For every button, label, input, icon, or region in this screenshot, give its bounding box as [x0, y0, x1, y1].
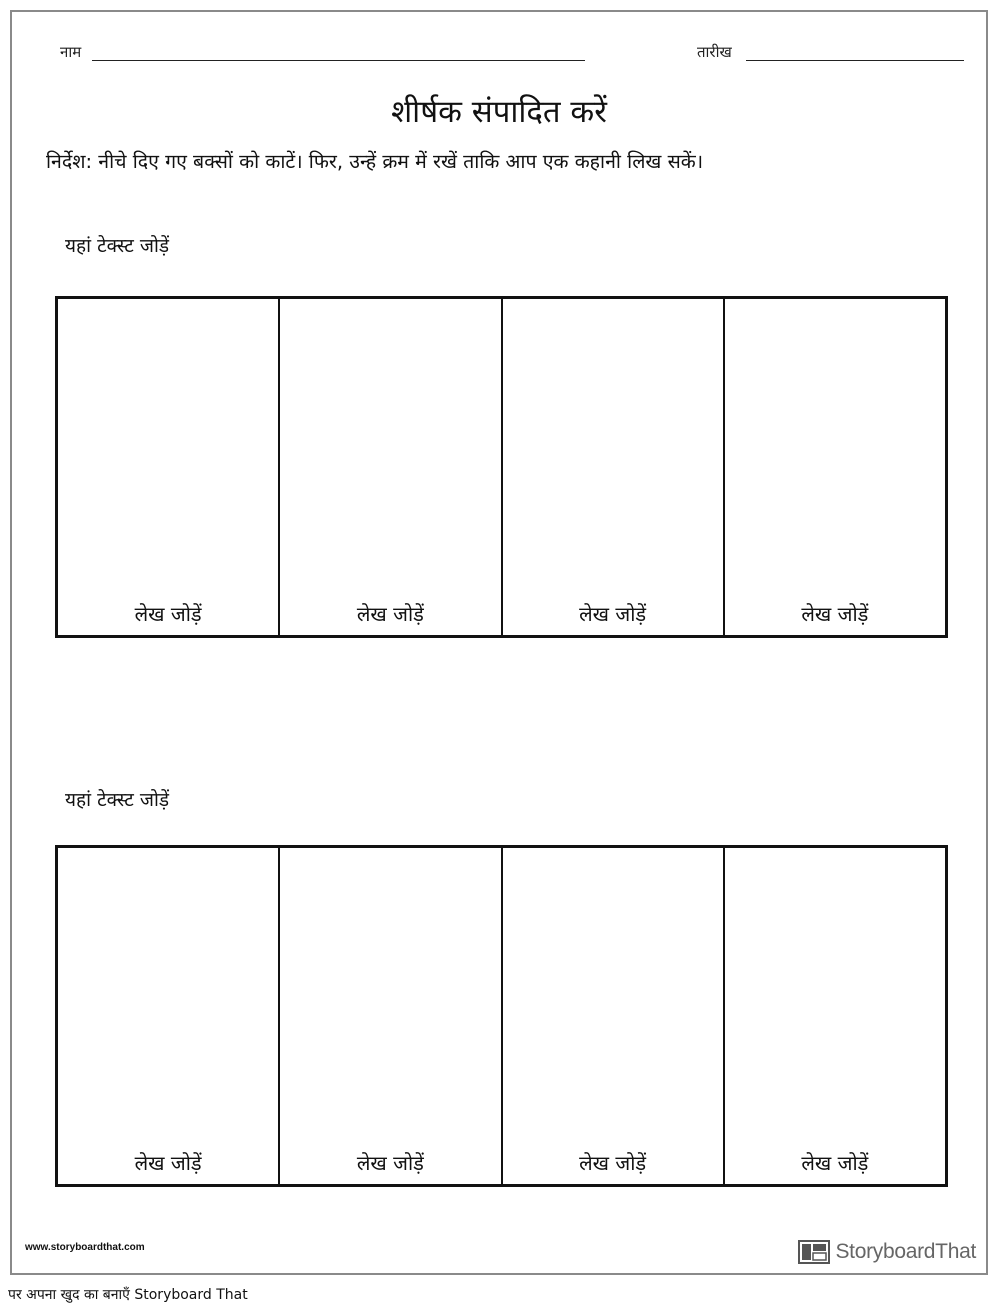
date-label: तारीख: [697, 43, 732, 61]
cell-label[interactable]: लेख जोड़ें: [801, 602, 869, 626]
cell-label[interactable]: लेख जोड़ें: [579, 1151, 647, 1175]
footer-url[interactable]: www.storyboardthat.com: [25, 1242, 145, 1253]
cell-label[interactable]: लेख जोड़ें: [134, 1151, 202, 1175]
story-cell[interactable]: [280, 848, 502, 1184]
section-1-label[interactable]: यहां टेक्स्ट जोड़ें: [65, 235, 170, 257]
bottom-attribution[interactable]: पर अपना खुद का बनाएँ Storyboard That: [8, 1287, 248, 1303]
story-cell[interactable]: [725, 299, 945, 635]
story-cell[interactable]: [503, 299, 725, 635]
story-cell[interactable]: [503, 848, 725, 1184]
section-2-label[interactable]: यहां टेक्स्ट जोड़ें: [65, 789, 170, 811]
cell-label[interactable]: लेख जोड़ें: [801, 1151, 869, 1175]
storyboardthat-logo[interactable]: [798, 1240, 976, 1264]
story-cell[interactable]: [58, 299, 280, 635]
story-cell[interactable]: [58, 848, 280, 1184]
cell-label[interactable]: लेख जोड़ें: [356, 602, 424, 626]
story-cell[interactable]: [280, 299, 502, 635]
cell-label[interactable]: लेख जोड़ें: [134, 602, 202, 626]
instructions-text: निर्देश: नीचे दिए गए बक्सों को काटें। फिर, उन्हें क्रम में रखें ताकि आप एक कहानी लिख सकें।: [46, 150, 704, 173]
name-label: नाम: [60, 43, 82, 61]
storyboard-strip-2: [55, 845, 948, 1187]
date-field-line[interactable]: [746, 60, 964, 61]
cell-label[interactable]: लेख जोड़ें: [356, 1151, 424, 1175]
story-cell[interactable]: [725, 848, 945, 1184]
storyboard-logo-icon: [798, 1240, 830, 1264]
logo-text: StoryboardThat: [835, 1240, 976, 1263]
name-field-line[interactable]: [92, 60, 585, 61]
worksheet-title[interactable]: शीर्षक संपादित करें: [391, 94, 607, 130]
cell-label[interactable]: लेख जोड़ें: [579, 602, 647, 626]
storyboard-strip-1: [55, 296, 948, 638]
worksheet-page: [10, 10, 988, 1275]
